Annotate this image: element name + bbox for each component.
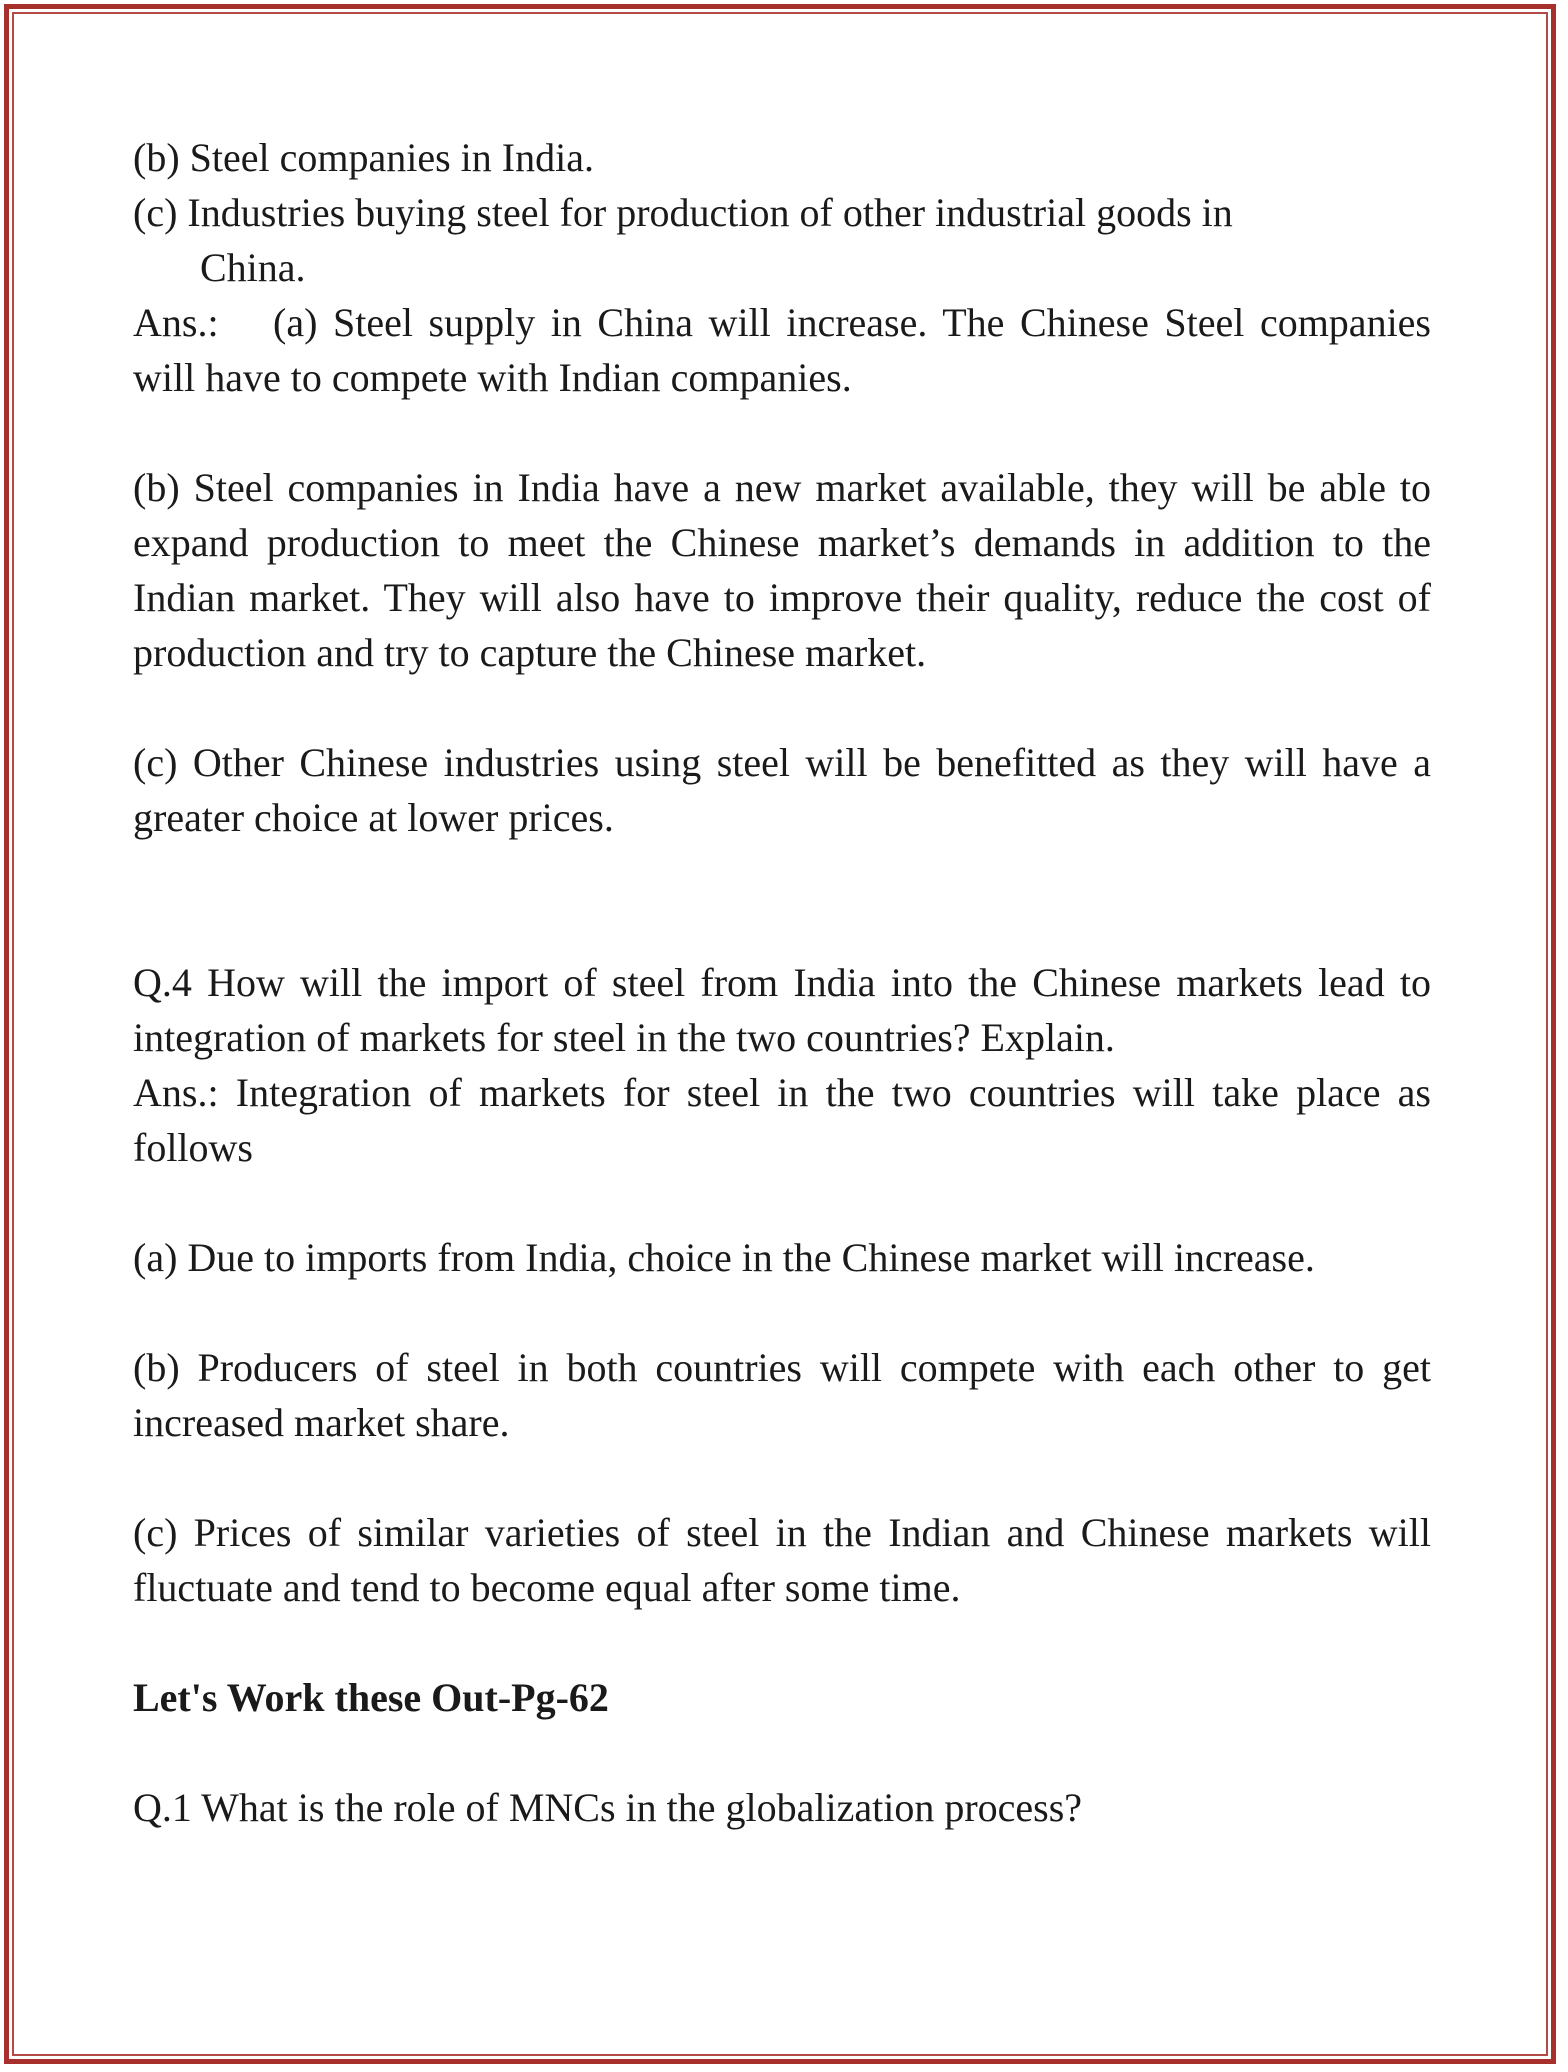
answer-1 [133,295,1431,405]
document-body [133,130,1431,1835]
line-china: China. [200,245,306,290]
q4-point-a: (a) Due to imports from India, choice in the Chinese market will increase. [133,1235,1315,1280]
answer-1-text: (a) Steel supply in China will increase. The Chinese Steel companies will have to compete with Indian companies. [133,300,1431,400]
q4-point-b: (b) Producers of steel in both countries will compete with each other to get increased market share. [133,1345,1431,1445]
answer-2: Ans.: Integration of markets for steel in the two countries will take place as follows [133,1070,1431,1170]
answer-1-label: Ans.: [133,300,219,345]
question-4: Q.4 How will the import of steel from India into the Chinese markets lead to integration of markets for steel in the two countries? Explain. [133,960,1431,1060]
question-1: Q.1 What is the role of MNCs in the globalization process? [133,1785,1083,1830]
paragraph-b: (b) Steel companies in India have a new market available, they will be able to expand production to meet the Chinese market’s demands in addition to the Indian market. They will also have to improve their quality, reduce the cost of production and try to capture the Chinese market. [133,465,1431,675]
q4-point-c: (c) Prices of similar varieties of steel in the Indian and Chinese markets will fluctuate and tend to become equal after some time. [133,1510,1431,1610]
line-c-industries: (c) Industries buying steel for production of other industrial goods in [133,190,1233,235]
line-b-steel-companies: (b) Steel companies in India. [133,135,594,180]
section-heading: Let's Work these Out-Pg-62 [133,1675,609,1720]
paragraph-c: (c) Other Chinese industries using steel will be benefitted as they will have a greater choice at lower prices. [133,740,1431,840]
